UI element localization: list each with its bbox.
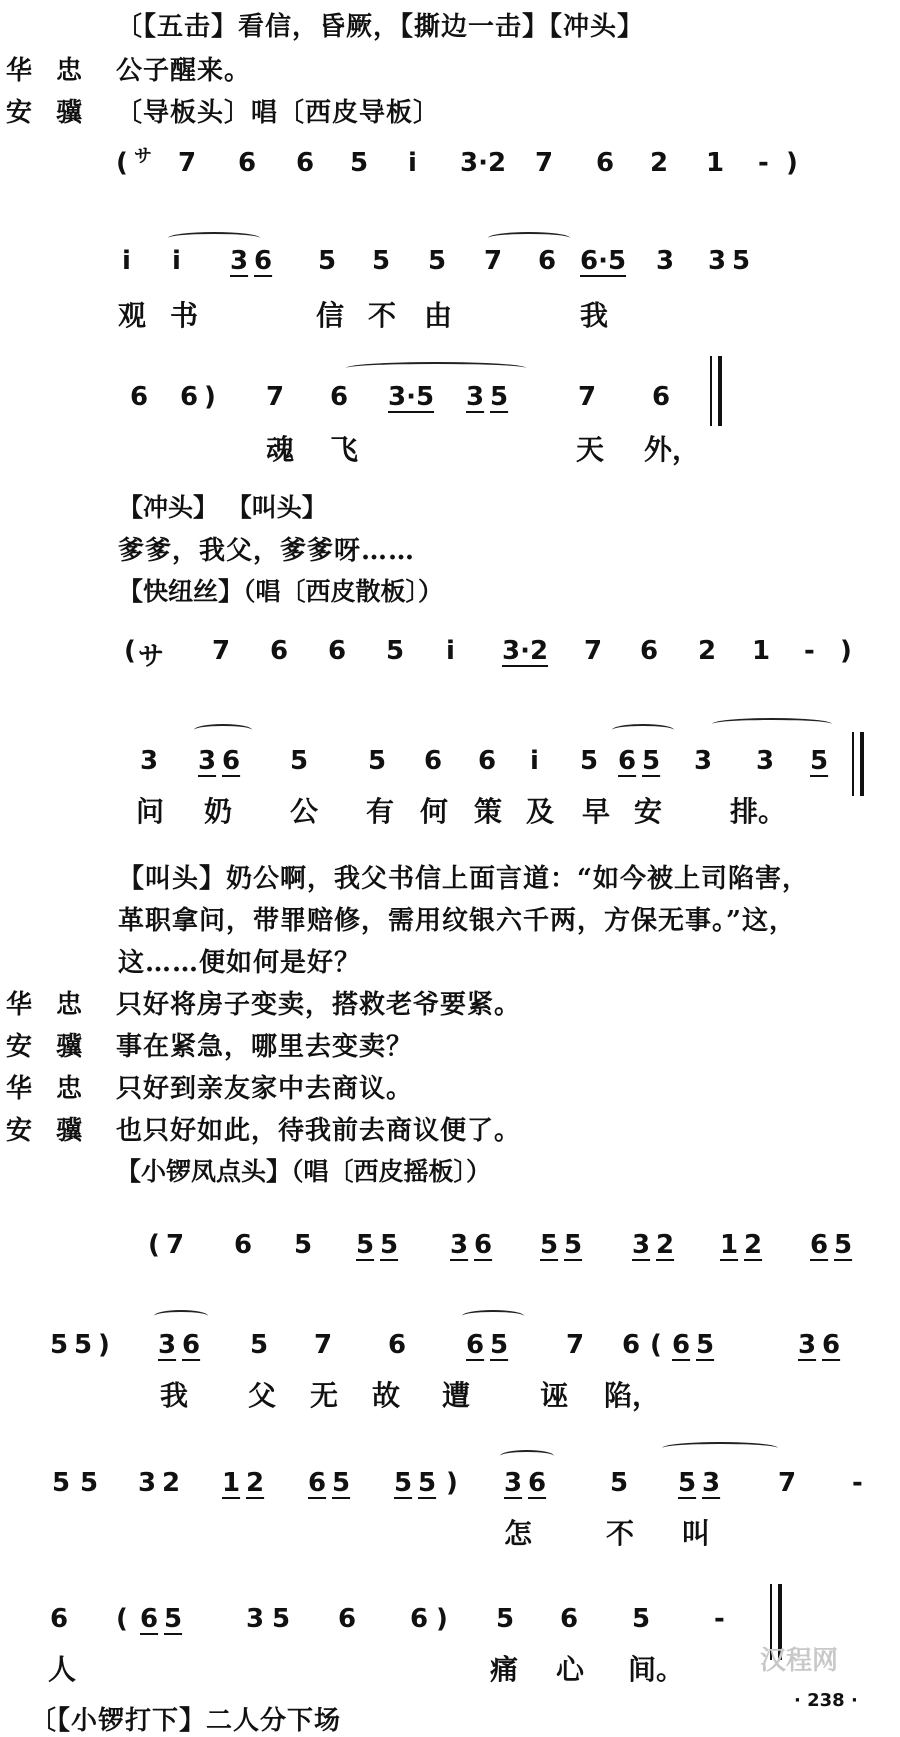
note: 6 (810, 1230, 829, 1260)
note: 6 (222, 746, 241, 776)
percussion-cue: 【小锣凤点头】（唱〔西皮摇板〕） (116, 1157, 492, 1186)
note: 3·2 (460, 148, 507, 178)
note: 6 (308, 1468, 327, 1498)
note: 1 (706, 148, 725, 178)
note: 6·5 (580, 246, 627, 276)
lyric: 飞 (330, 433, 359, 466)
lyric: 痛 (490, 1653, 519, 1686)
note: 5 (368, 746, 387, 776)
note: 1 (222, 1468, 241, 1498)
dialogue-line: 公子醒来。 (116, 56, 252, 86)
note: 2 (246, 1468, 265, 1498)
note: 6 (538, 246, 557, 276)
note: 6 (424, 746, 443, 776)
lyric: 观 (118, 299, 147, 332)
note: 3 (450, 1230, 469, 1260)
note: 5 (490, 382, 509, 412)
lyric: 叫 (682, 1517, 711, 1550)
note: i (446, 636, 455, 666)
lyric: 陷， (604, 1379, 661, 1412)
note: 3 (756, 746, 775, 776)
note: 6 (238, 148, 257, 178)
note: - (852, 1468, 863, 1498)
notation-line-2 (0, 246, 900, 286)
lyric: 诬 (540, 1379, 569, 1412)
note: ) (840, 636, 852, 666)
note: 6 (388, 1330, 407, 1360)
note: 7 (178, 148, 197, 178)
note: 6 (652, 382, 671, 412)
note: i (530, 746, 539, 776)
note: 5 (834, 1230, 853, 1260)
note: 6 (528, 1468, 547, 1498)
note: 5 (428, 246, 447, 276)
speaker-anji: 安骥 (6, 1116, 107, 1146)
slur (662, 1442, 778, 1454)
note: i (122, 246, 131, 276)
note: ( (148, 1230, 160, 1260)
note: ( (650, 1330, 662, 1360)
note: 5 (272, 1604, 291, 1634)
lyric: 不 (368, 299, 397, 332)
note: 5 (294, 1230, 313, 1260)
note: 6 (822, 1330, 841, 1360)
note: ) (204, 382, 216, 412)
lyric: 安 (634, 795, 663, 828)
lyric: 心 (556, 1653, 585, 1686)
note: 3·5 (388, 382, 435, 412)
note: 5 (564, 1230, 583, 1260)
note: 5 (496, 1604, 515, 1634)
note: 5 (350, 148, 369, 178)
note: 7 (484, 246, 503, 276)
note: 3 (504, 1468, 523, 1498)
percussion-cue: 【冲头】 【叫头】 (118, 493, 327, 522)
note: 5 (678, 1468, 697, 1498)
barline (718, 356, 722, 426)
slur (712, 718, 832, 730)
lyric: 父 (248, 1379, 277, 1412)
note: 6 (560, 1604, 579, 1634)
note: 3 (466, 382, 485, 412)
note: ) (436, 1604, 448, 1634)
lyric: 有 (366, 795, 395, 828)
percussion-cue: 【快纽丝】（唱〔西皮散板〕） (118, 577, 444, 606)
lyrics-line-8 (0, 1512, 900, 1552)
dialogue-line: 只好到亲友家中去商议。 (116, 1074, 414, 1104)
lyric: 由 (424, 299, 453, 332)
note: 2 (650, 148, 669, 178)
lyric: 人 (48, 1653, 77, 1686)
slur (488, 232, 570, 244)
note: 3 (246, 1604, 265, 1634)
dialogue-line: 事在紧急，哪里去变卖？ (116, 1032, 414, 1062)
note: - (804, 636, 815, 666)
barline (852, 732, 854, 796)
notation-line-4 (0, 636, 900, 676)
note: 7 (584, 636, 603, 666)
lyric: 外， (644, 433, 701, 466)
slur (462, 1310, 524, 1322)
lyric: 我 (160, 1379, 189, 1412)
lyric: 公 (290, 795, 319, 828)
barline (710, 356, 712, 426)
note: 5 (380, 1230, 399, 1260)
note: 6 (640, 636, 659, 666)
slur (154, 1310, 208, 1322)
slur (500, 1450, 554, 1462)
slur (168, 232, 260, 244)
lyric: 魂 (266, 433, 295, 466)
note: 6 (474, 1230, 493, 1260)
lyric: 不 (606, 1517, 635, 1550)
note: 3 (198, 746, 217, 776)
lyric: 书 (170, 299, 199, 332)
slur (346, 362, 526, 374)
lyric: 策 (474, 795, 503, 828)
lyric: 奶 (204, 795, 233, 828)
dialogue-line: 【叫头】奶公啊，我父书信上面言道：“如今被上司陷害， (118, 864, 809, 894)
lyrics-line-7 (0, 1374, 900, 1414)
note: 6 (140, 1604, 159, 1634)
note: 2 (656, 1230, 675, 1260)
lyric: 间。 (628, 1653, 685, 1686)
note: 6 (254, 246, 273, 276)
notation-line-5 (0, 746, 900, 786)
note: 6 (296, 148, 315, 178)
note: 5 (696, 1330, 715, 1360)
note: 5 (540, 1230, 559, 1260)
dialogue-line: 只好将房子变卖，搭救老爷要紧。 (116, 990, 522, 1020)
lyric: 排。 (730, 795, 787, 828)
page-number: · 238 · (794, 1690, 858, 1711)
speaker-huazhong: 华忠 (6, 56, 107, 86)
note: ( (124, 636, 136, 666)
notation-line-3 (0, 382, 900, 422)
note: - (758, 148, 769, 178)
note: 1 (752, 636, 771, 666)
note: 7 (778, 1468, 797, 1498)
note: 5 (642, 746, 661, 776)
note: 5 (332, 1468, 351, 1498)
note: 6 (270, 636, 289, 666)
note: 5 (164, 1604, 183, 1634)
note: 5 (732, 246, 751, 276)
lyrics-line-3 (0, 428, 900, 468)
note: 5 (386, 636, 405, 666)
note: 3 (702, 1468, 721, 1498)
speaker-anji: 安骥 (6, 1032, 107, 1062)
lyric: 早 (582, 795, 611, 828)
lyric: 怎 (504, 1517, 533, 1550)
notation-line-9 (0, 1604, 900, 1644)
note: 5 (372, 246, 391, 276)
speaker-anji: 安骥 (6, 98, 107, 128)
slur (612, 724, 674, 736)
note: 3 (798, 1330, 817, 1360)
note: 2 (744, 1230, 763, 1260)
note: 2 (162, 1468, 181, 1498)
lyrics-line-5 (0, 790, 900, 830)
note: 5 (810, 746, 829, 776)
note: i (172, 246, 181, 276)
note: 3 (158, 1330, 177, 1360)
note: 3·2 (502, 636, 549, 666)
note: 5 (394, 1468, 413, 1498)
note: 7 (266, 382, 285, 412)
dialogue-line: 这……便如何是好？ (118, 948, 362, 978)
notation-line-1 (0, 148, 900, 188)
note: 3 (632, 1230, 651, 1260)
barline (860, 732, 864, 796)
note: ) (786, 148, 798, 178)
dialogue-line: 也只好如此，待我前去商议便了。 (116, 1116, 522, 1146)
speaker-huazhong: 华忠 (6, 990, 107, 1020)
dialogue-line: 爹爹，我父，爹爹呀…… (118, 536, 416, 566)
lyrics-line-2 (0, 294, 900, 334)
lyric: 无 (310, 1379, 339, 1412)
singing-cue: 〔导板头〕唱〔西皮导板〕 (116, 98, 441, 128)
lyric: 信 (316, 299, 345, 332)
lyric: 天 (576, 433, 605, 466)
notation-line-7 (0, 1330, 900, 1370)
note: 5 (356, 1230, 375, 1260)
notation-line-8 (0, 1468, 900, 1508)
notation-line-6 (0, 1230, 900, 1270)
note: 5 (290, 746, 309, 776)
note: 6 (478, 746, 497, 776)
note: 5 (632, 1604, 651, 1634)
note: 5 (418, 1468, 437, 1498)
note: 2 (698, 636, 717, 666)
note: 6 (50, 1604, 69, 1634)
note: サ (134, 146, 152, 167)
note: ( (116, 148, 128, 178)
lyric: 问 (136, 795, 165, 828)
note: i (408, 148, 417, 178)
note: 7 (535, 148, 554, 178)
note: サ (138, 642, 165, 672)
stage-direction-1: 〔【五击】看信，昏厥，【撕边一击】【冲头】 (116, 12, 645, 42)
note: 6 (618, 746, 637, 776)
note: 7 (566, 1330, 585, 1360)
note: 6 (180, 382, 199, 412)
note: 6 (596, 148, 615, 178)
note: 1 (720, 1230, 739, 1260)
note: 7 (578, 382, 597, 412)
note: 6 (622, 1330, 641, 1360)
speaker-huazhong: 华忠 (6, 1074, 107, 1104)
note: 5 (52, 1468, 71, 1498)
note: 6 (130, 382, 149, 412)
note: 6 (466, 1330, 485, 1360)
note: 7 (166, 1230, 185, 1260)
note: 3 (656, 246, 675, 276)
note: 3 (708, 246, 727, 276)
note: 5 (74, 1330, 93, 1360)
lyric: 我 (580, 299, 609, 332)
stage-direction-bottom: 〔【小锣打下】二人分下场 (30, 1706, 342, 1736)
note: 7 (212, 636, 231, 666)
note: 6 (234, 1230, 253, 1260)
lyric: 何 (420, 795, 449, 828)
note: 3 (694, 746, 713, 776)
slur (194, 724, 252, 736)
note: 3 (140, 746, 159, 776)
note: 5 (610, 1468, 629, 1498)
note: 6 (410, 1604, 429, 1634)
watermark: 汉程网 (760, 1646, 839, 1676)
lyric: 及 (526, 795, 555, 828)
note: - (714, 1604, 725, 1634)
note: 5 (80, 1468, 99, 1498)
note: 5 (318, 246, 337, 276)
note: 5 (490, 1330, 509, 1360)
note: 6 (330, 382, 349, 412)
note: 6 (338, 1604, 357, 1634)
lyric: 故 (372, 1379, 401, 1412)
note: ( (116, 1604, 128, 1634)
note: 5 (580, 746, 599, 776)
note: 6 (328, 636, 347, 666)
note: ) (98, 1330, 110, 1360)
note: 6 (672, 1330, 691, 1360)
lyric: 遭 (442, 1379, 471, 1412)
dialogue-line: 革职拿问，带罪赔修，需用纹银六千两，方保无事。”这， (118, 906, 796, 936)
note: 3 (230, 246, 249, 276)
note: 6 (182, 1330, 201, 1360)
note: 3 (138, 1468, 157, 1498)
note: 5 (50, 1330, 69, 1360)
note: ) (446, 1468, 458, 1498)
note: 7 (314, 1330, 333, 1360)
note: 5 (250, 1330, 269, 1360)
